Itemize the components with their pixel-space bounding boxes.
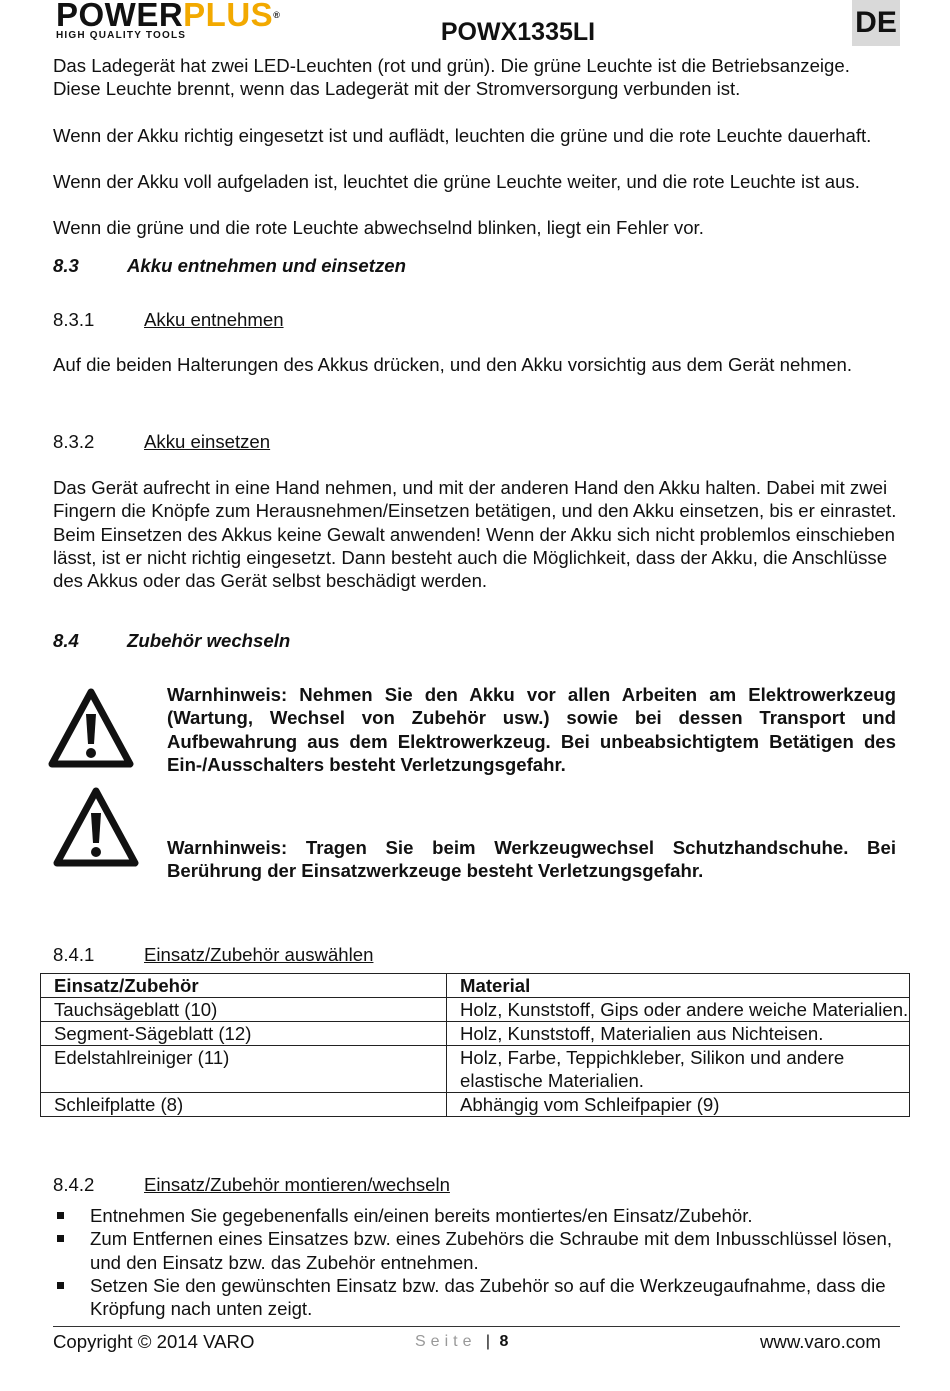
footer-copyright: Copyright © 2014 VARO	[53, 1331, 255, 1352]
bullet-square-icon	[57, 1212, 64, 1219]
warning-triangle-icon	[53, 787, 139, 867]
bullet-list	[53, 1204, 898, 1320]
section-title: Einsatz/Zubehör auswählen	[144, 944, 374, 965]
logo-registered-mark: ®	[273, 10, 281, 20]
footer-page-indicator	[415, 1333, 508, 1351]
section-title: Akku entnehmen	[144, 309, 284, 330]
section-title: Zubehör wechseln	[127, 630, 291, 651]
footer-website-link[interactable]: www.varo.com	[760, 1331, 881, 1352]
table-cell: Edelstahlreiniger (11)	[41, 1046, 447, 1093]
list-item	[53, 1274, 898, 1321]
warning-text-1: Warnhinweis: Nehmen Sie den Akku vor allen Arbeiten am Elektrowerkzeug (Wartung, Wechsel von Zubehör usw.) sowie bei dessen Transport und Aufbewahrung aus dem Elektrowerkzeug. Bei unbeabsichtigtem Betätigen des Ein-/Ausschalters besteht Verletzungsgefahr.	[167, 684, 896, 775]
section-heading-8-3	[53, 254, 898, 277]
footer-divider	[53, 1326, 900, 1327]
section-heading-8-4	[53, 629, 898, 652]
section-heading-8-3-2	[53, 430, 898, 453]
bullet-square-icon	[57, 1282, 64, 1289]
section-heading-8-4-1	[53, 943, 898, 966]
section-number: 8.3	[53, 255, 79, 276]
table-row	[41, 1046, 910, 1093]
table-row	[41, 1022, 910, 1046]
intro-paragraph-1: Das Ladegerät hat zwei LED-Leuchten (rot und grün). Die grüne Leuchte ist die Betriebsanzeige. Diese Leuchte brennt, wenn das Ladegerät mit der Stromversorgung verbunden ist.	[53, 55, 850, 100]
table-cell: Schleifplatte (8)	[41, 1093, 447, 1117]
footer-seite-label: Seite	[415, 1333, 477, 1350]
table-cell: Holz, Farbe, Teppichkleber, Silikon und andere elastische Materialien.	[447, 1046, 910, 1093]
section-title: Akku einsetzen	[144, 431, 271, 452]
section-number: 8.3.2	[53, 431, 95, 452]
model-title: POWX1335LI	[440, 18, 596, 46]
section-number: 8.4.1	[53, 944, 95, 965]
list-item-text: Setzen Sie den gewünschten Einsatz bzw. das Zubehör so auf die Werkzeugaufnahme, dass die Kröpfung nach unten zeigt.	[90, 1274, 886, 1320]
table-cell: Tauchsägeblatt (10)	[41, 998, 447, 1022]
section-number: 8.3.1	[53, 309, 95, 330]
table-header-cell: Material	[447, 974, 910, 998]
bullet-square-icon	[57, 1235, 64, 1242]
footer-page-number: 8	[499, 1333, 509, 1350]
intro-paragraph-4: Wenn die grüne und die rote Leuchte abwechselnd blinken, liegt ein Fehler vor.	[53, 217, 704, 238]
table-header-cell: Einsatz/Zubehör	[41, 974, 447, 998]
list-item	[53, 1204, 898, 1227]
table-cell: Abhängig vom Schleifpapier (9)	[447, 1093, 910, 1117]
language-badge: DE	[852, 0, 900, 46]
warning-triangle-icon	[48, 688, 134, 768]
table-row	[41, 1093, 910, 1117]
table-header-row	[41, 974, 910, 998]
intro-paragraph-2: Wenn der Akku richtig eingesetzt ist und auflädt, leuchten die grüne und die rote Leuchte dauerhaft.	[53, 125, 872, 146]
section-title: Akku entnehmen und einsetzen	[127, 255, 406, 276]
list-item	[53, 1227, 898, 1274]
logo-tagline: HIGH QUALITY TOOLS	[56, 30, 187, 41]
logo-part-power: POWER	[56, 0, 184, 33]
section-number: 8.4.2	[53, 1174, 95, 1195]
logo-part-plus: PLUS	[183, 0, 274, 33]
section-heading-8-3-1	[53, 308, 898, 331]
section-heading-8-4-2	[53, 1173, 898, 1196]
accessory-table	[40, 973, 910, 1117]
table-cell: Holz, Kunststoff, Materialien aus Nichteisen.	[447, 1022, 910, 1046]
warning-text-2: Warnhinweis: Tragen Sie beim Werkzeugwechsel Schutzhandschuhe. Bei Berührung der Einsatzwerkzeuge besteht Verletzungsgefahr.	[167, 837, 896, 882]
list-item-text: Entnehmen Sie gegebenenfalls ein/einen bereits montiertes/en Einsatz/Zubehör.	[90, 1205, 753, 1226]
table-cell: Holz, Kunststoff, Gips oder andere weiche Materialien.	[447, 998, 910, 1022]
intro-paragraph-3: Wenn der Akku voll aufgeladen ist, leuchtet die grüne Leuchte weiter, und die rote Leuchte ist aus.	[53, 171, 860, 192]
list-item-text: Zum Entfernen eines Einsatzes bzw. eines Zubehörs die Schraube mit dem Inbusschlüssel lösen, und den Einsatz bzw. das Zubehör entnehmen.	[90, 1228, 893, 1273]
table-cell: Segment-Sägeblatt (12)	[41, 1022, 447, 1046]
section-8-3-2-text: Das Gerät aufrecht in eine Hand nehmen, und mit der anderen Hand den Akku halten. Dabei mit zwei Fingern die Knöpfe zum Herausnehmen/Einsetzen betätigen, und den Akku einsetzen, bis er einrastet. Beim Einsetzen des Akkus keine Gewalt anwenden! Wenn der Akku sich nicht problemlos einschieben lässt, ist er nicht richtig eingesetzt. Dann besteht auch die Möglichkeit, dass der Akku, die Anschlüsse des Akkus oder das Gerät selbst beschädigt werden.	[53, 477, 897, 592]
table-row	[41, 998, 910, 1022]
footer-separator: |	[485, 1333, 491, 1350]
section-number: 8.4	[53, 630, 79, 651]
section-title: Einsatz/Zubehör montieren/wechseln	[144, 1174, 450, 1195]
section-8-3-1-text: Auf die beiden Halterungen des Akkus drücken, und den Akku vorsichtig aus dem Gerät nehmen.	[53, 354, 852, 375]
